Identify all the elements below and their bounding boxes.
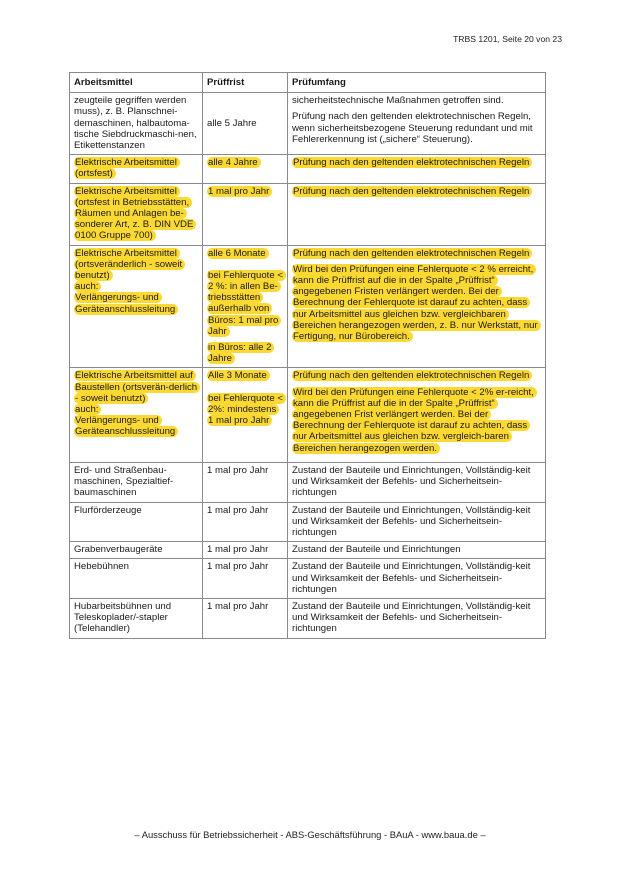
cell-prufumfang (288, 155, 546, 183)
cell-prufumfang (288, 93, 546, 155)
highlighted-text: Verlängerungs- und Geräteanschlussleitung (74, 415, 178, 437)
cell-pruffrist (203, 245, 288, 368)
table-row (70, 183, 546, 245)
prufumfang-text: Prüfung nach den geltenden elektrotechnischen Regeln, wenn sicherheitsbezogene Steuerung redundant und mit Fehlererkennung ist („sichere“ Steuerung). (292, 111, 533, 145)
highlighted-text: in Büros: alle 2 Jahre (207, 342, 274, 364)
cell-prufumfang: Zustand der Bauteile und Einrichtungen, Vollständig-keit und Wirksamkeit der Befehls- und Sicherheitsein-richtungen (288, 462, 546, 502)
cell-prufumfang (288, 368, 546, 462)
highlighted-text: Wird bei den Prüfungen eine Fehlerquote < 2% er-reicht, kann die Prüffrist auf die in der Spalte „Prüffrist“ angegebenen Frist verlängert werden. Bei der Berechnung der Fehlerquote ist darauf zu achten, dass nur Arbeitsmittel aus gleichen bzw. vergleich-baren Bereichen herangezogen werden. (292, 387, 537, 454)
cell-arbeitsmittel (70, 183, 203, 245)
column-header-prufumfang: Prüfumfang (288, 73, 546, 93)
cell-prufumfang: Zustand der Bauteile und Einrichtungen (288, 542, 546, 559)
highlighted-text: Wird bei den Prüfungen eine Fehlerquote < 2 % erreicht, kann die Prüffrist auf die in der Spalte „Prüffrist“ angegebenen Fristen verlängert werden. Bei der Berechnung der Fehlerquote ist darauf zu achten, dass nur Arbeitsmittel aus gleichen bzw. vergleichbaren Bereichen herangezogen werden, z. B. nur Werkstatt, nur Fertigung, nur Bürobereich. (292, 264, 541, 342)
cell-prufumfang: Zustand der Bauteile und Einrichtungen, Vollständig-keit und Wirksamkeit der Befehls- und Sicherheitsein-richtungen (288, 559, 546, 599)
table-row (70, 245, 546, 368)
table-row (70, 155, 546, 183)
page-footer: – Ausschuss für Betriebssicherheit - ABS-Geschäftsführung - BAuA - www.baua.de – (134, 829, 486, 840)
cell-pruffrist: 1 mal pro Jahr (203, 462, 288, 502)
cell-arbeitsmittel: Grabenverbaugeräte (70, 542, 203, 559)
cell-prufumfang: Zustand der Bauteile und Einrichtungen, Vollständig-keit und Wirksamkeit der Befehls- und Sicherheitsein-richtungen (288, 502, 546, 542)
table-row (70, 542, 546, 559)
table-row (70, 502, 546, 542)
inspection-intervals-table (69, 72, 546, 639)
cell-arbeitsmittel: Erd- und Straßenbau-maschinen, Spezialtief-baumaschinen (70, 462, 203, 502)
highlighted-text: auch: (74, 281, 101, 292)
cell-pruffrist: 1 mal pro Jahr (203, 502, 288, 542)
cell-arbeitsmittel (70, 368, 203, 462)
table-row (70, 462, 546, 502)
highlighted-text: Prüfung nach den geltenden elektrotechnischen Regeln (292, 157, 532, 168)
highlighted-text: Alle 3 Monate (207, 370, 270, 381)
highlighted-text: alle 6 Monate (207, 248, 269, 259)
table-row (70, 598, 546, 638)
cell-arbeitsmittel: Flurförderzeuge (70, 502, 203, 542)
table-header-row (70, 73, 546, 93)
prufumfang-text: sicherheitstechnische Maßnahmen getroffen sind. (292, 95, 504, 107)
table-row (70, 559, 546, 599)
cell-prufumfang: Zustand der Bauteile und Einrichtungen, Vollständig-keit und Wirksamkeit der Befehls- und Sicherheitsein-richtungen (288, 598, 546, 638)
highlighted-text: Prüfung nach den geltenden elektrotechnischen Regeln (292, 370, 532, 381)
column-header-pruffrist: Prüffrist (203, 73, 288, 93)
highlighted-text: Prüfung nach den geltenden elektrotechnischen Regeln (292, 248, 532, 259)
highlighted-text: Elektrische Arbeitsmittel (ortsfest in Betriebsstätten, Räumen und Anlagen be-sonderer Art, z. B. DIN VDE 0100 Gruppe 700) (74, 186, 196, 242)
table-row (70, 368, 546, 462)
cell-arbeitsmittel: Hubarbeitsbühnen und Teleskoplader/-stapler (Telehandler) (70, 598, 203, 638)
cell-arbeitsmittel: Hebebühnen (70, 559, 203, 599)
highlighted-text: bei Fehlerquote < 2%: mindestens 1 mal pro Jahr (207, 393, 286, 426)
cell-pruffrist: 1 mal pro Jahr (203, 542, 288, 559)
cell-pruffrist (203, 155, 288, 183)
highlighted-text: Elektrische Arbeitsmittel auf Baustellen (ortsverän-derlich - soweit benutzt) (74, 370, 200, 403)
highlighted-text: alle 4 Jahre (207, 157, 261, 168)
highlighted-text: auch: (74, 404, 101, 415)
cell-arbeitsmittel (70, 155, 203, 183)
cell-pruffrist (203, 183, 288, 245)
highlighted-text: Elektrische Arbeitsmittel (ortsveränderlich - soweit benutzt) (74, 248, 185, 281)
table-row (70, 93, 546, 155)
highlighted-text: Elektrische Arbeitsmittel (ortsfest) (74, 157, 180, 179)
cell-arbeitsmittel: zeugteile gegriffen werden muss), z. B. Planschnei-demaschinen, halbautoma-tische Siebdruckmaschi-nen, Etikettenstanzen (70, 93, 203, 155)
highlighted-text: Prüfung nach den geltenden elektrotechnischen Regeln (292, 186, 532, 197)
column-header-arbeitsmittel: Arbeitsmittel (70, 73, 203, 93)
highlighted-text: Verlängerungs- und Geräteanschlussleitung (74, 292, 178, 314)
page-header: TRBS 1201, Seite 20 von 23 (453, 34, 562, 44)
cell-pruffrist (203, 368, 288, 462)
cell-pruffrist: alle 5 Jahre (203, 93, 288, 155)
highlighted-text: bei Fehlerquote < 2 %: in allen Be-triebsstätten außerhalb von Büros: 1 mal pro Jahr (207, 270, 286, 337)
cell-pruffrist: 1 mal pro Jahr (203, 598, 288, 638)
cell-pruffrist: 1 mal pro Jahr (203, 559, 288, 599)
cell-prufumfang (288, 183, 546, 245)
cell-arbeitsmittel (70, 245, 203, 368)
highlighted-text: 1 mal pro Jahr (207, 186, 272, 197)
cell-prufumfang (288, 245, 546, 368)
